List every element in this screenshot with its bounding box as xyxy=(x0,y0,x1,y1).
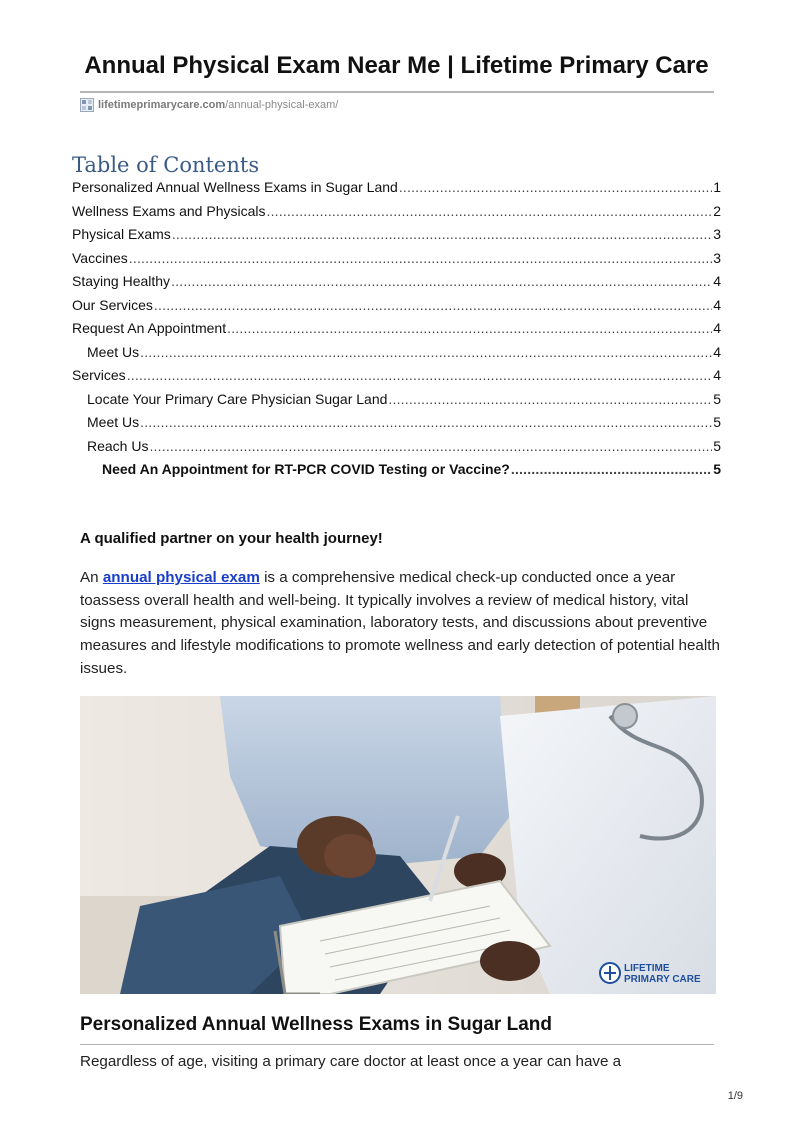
title-divider xyxy=(80,91,714,93)
toc-entry-label[interactable]: Physical Exams xyxy=(72,226,171,242)
toc-entry-label[interactable]: Request An Appointment xyxy=(72,320,227,336)
toc-entry-label[interactable]: Staying Healthy xyxy=(72,273,171,289)
toc-leader xyxy=(171,273,712,289)
tagline: A qualified partner on your health journey! xyxy=(80,530,383,547)
page-favicon-icon xyxy=(80,98,94,112)
toc-leader xyxy=(149,438,712,454)
toc-entry-page: 4 xyxy=(713,343,721,360)
toc-entry[interactable] xyxy=(72,461,721,485)
page-number: 1/9 xyxy=(727,1090,743,1102)
toc-leader xyxy=(172,226,712,242)
logo-line-2: PRIMARY CARE xyxy=(624,974,701,985)
section-heading: Personalized Annual Wellness Exams in Sugar Land xyxy=(80,1014,552,1035)
toc-leader xyxy=(399,179,712,195)
toc-entry-page: 3 xyxy=(713,226,721,242)
toc-leader xyxy=(388,391,712,407)
toc-entry-label[interactable]: Meet Us xyxy=(87,414,140,430)
toc-entry-page: 3 xyxy=(713,249,721,266)
toc-entry-label[interactable]: Locate Your Primary Care Physician Sugar Land xyxy=(87,390,388,407)
logo-line-1: LIFETIME xyxy=(624,963,670,974)
toc-entry-page: 4 xyxy=(713,367,721,383)
toc-entry-label[interactable]: Services xyxy=(72,367,126,383)
toc-entry[interactable] xyxy=(72,250,721,274)
toc-entry[interactable] xyxy=(72,203,721,227)
toc-entry-label[interactable]: Vaccines xyxy=(72,249,128,266)
section-divider xyxy=(80,1044,714,1045)
toc-leader xyxy=(129,250,712,266)
page-title: Annual Physical Exam Near Me | Lifetime Primary Care xyxy=(84,52,709,79)
toc-entry-label[interactable]: Wellness Exams and Physicals xyxy=(72,202,266,219)
intro-prefix: An xyxy=(80,569,99,586)
toc-entry[interactable] xyxy=(72,414,721,438)
url-domain[interactable]: lifetimeprimarycare.com xyxy=(98,99,226,111)
toc-entry[interactable] xyxy=(72,179,721,203)
toc-leader xyxy=(154,297,712,313)
toc-heading: Table of Contents xyxy=(72,153,260,177)
url-path[interactable]: /annual-physical-exam/ xyxy=(225,99,339,111)
source-url[interactable] xyxy=(80,98,338,112)
toc-leader xyxy=(127,367,713,383)
toc-leader xyxy=(511,461,712,477)
toc-entry-page: 2 xyxy=(713,202,721,219)
intro-paragraph xyxy=(80,567,720,681)
toc-entry-label[interactable]: Meet Us xyxy=(87,343,140,360)
toc-leader xyxy=(266,203,712,219)
toc-entry-page: 5 xyxy=(713,390,721,407)
toc-entry[interactable] xyxy=(72,320,721,344)
toc-entry-page: 5 xyxy=(713,437,721,454)
toc-entry-label[interactable]: Need An Appointment for RT-PCR COVID Testing or Vaccine? xyxy=(102,461,510,477)
toc-entry-page: 4 xyxy=(713,320,721,336)
intro-body: is a comprehensive medical check-up conducted once a year toassess overall health and well-being. It typically involves a review of medical history, vital signs measurement, physical examination, laboratory tests, and discussions about preventive measures and lifestyle modifications to promote wellness and early detection of potential health issues. xyxy=(80,569,720,677)
toc-entry-page: 4 xyxy=(713,273,721,289)
toc-entry-page: 5 xyxy=(713,414,721,430)
toc-leader xyxy=(140,344,712,360)
toc-entry[interactable] xyxy=(72,391,721,415)
toc-entry-page: 5 xyxy=(713,461,721,477)
toc-leader xyxy=(227,320,712,336)
toc-entry-page: 1 xyxy=(713,179,721,195)
doctor-patient-photo xyxy=(80,696,716,994)
toc-leader xyxy=(140,414,712,430)
toc-entry-label[interactable]: Reach Us xyxy=(87,437,149,454)
lifetime-primary-care-logo xyxy=(600,963,620,983)
image-logo-text xyxy=(624,963,701,985)
annual-physical-exam-link[interactable]: annual physical exam xyxy=(102,569,260,586)
toc-entry[interactable] xyxy=(72,367,721,391)
toc-entry[interactable] xyxy=(72,438,721,462)
table-of-contents xyxy=(72,179,721,485)
section-paragraph: Regardless of age, visiting a primary care doctor at least once a year can have a xyxy=(80,1053,622,1070)
toc-entry-label[interactable]: Our Services xyxy=(72,296,153,313)
toc-entry-page: 4 xyxy=(713,296,721,313)
toc-entry-label[interactable]: Personalized Annual Wellness Exams in Sugar Land xyxy=(72,179,398,195)
toc-entry[interactable] xyxy=(72,344,721,368)
toc-entry[interactable] xyxy=(72,273,721,297)
toc-entry[interactable] xyxy=(72,226,721,250)
toc-entry[interactable] xyxy=(72,297,721,321)
